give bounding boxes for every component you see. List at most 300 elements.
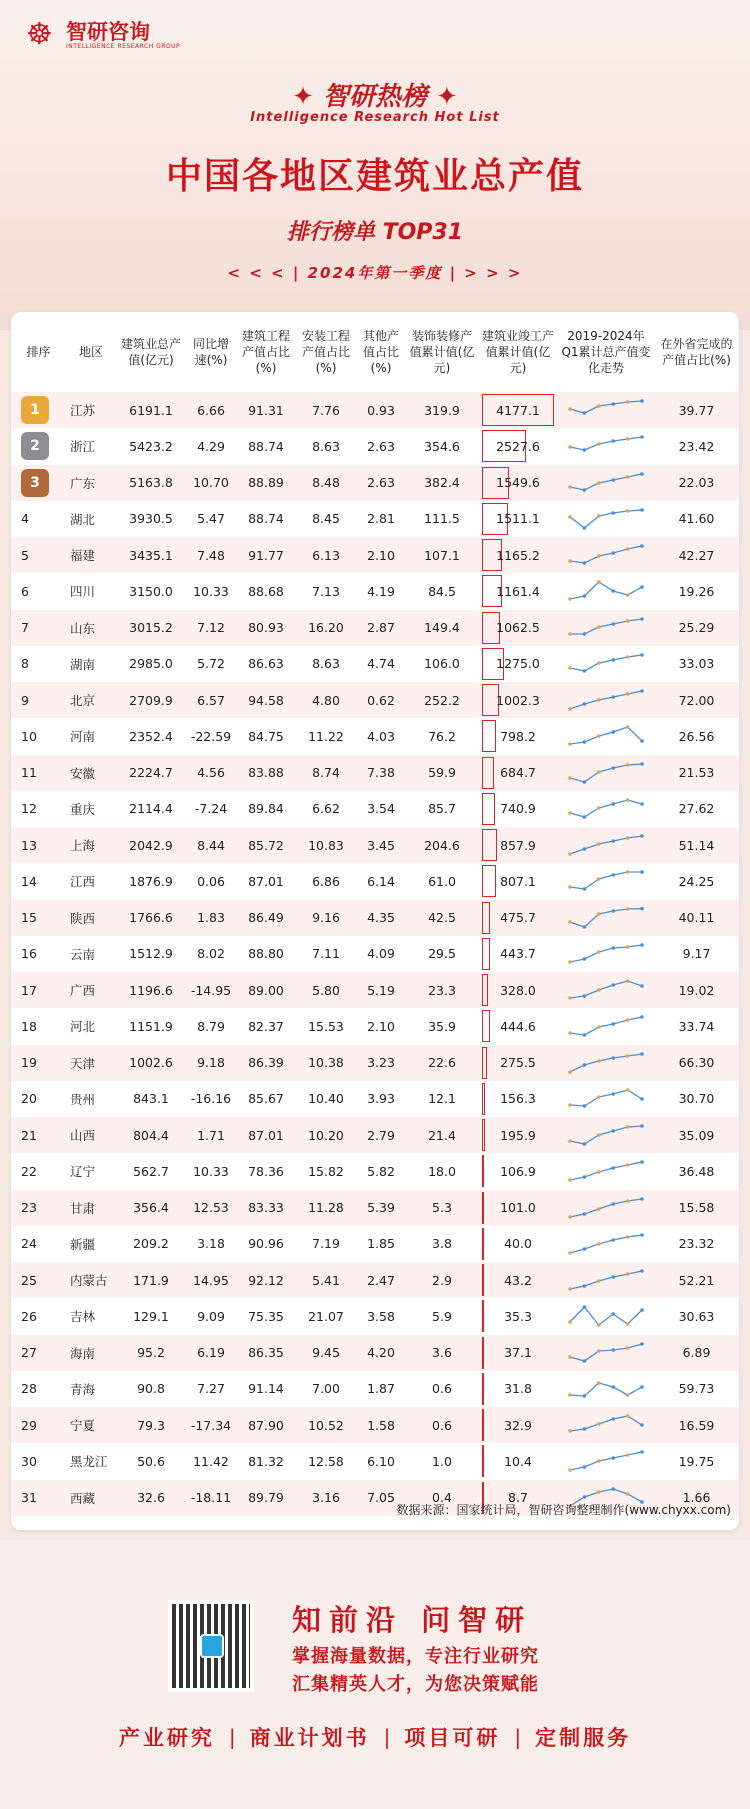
rank-cell: 11 [21,765,37,781]
trend-point [626,1346,630,1350]
trend-sparkline [566,1339,646,1367]
rank-cell: 25 [21,1272,37,1288]
trend-point [568,811,572,815]
completed-bar [482,757,494,789]
trend-point [597,1279,601,1283]
yoy-cell: 8.79 [197,1018,225,1034]
outside-cell: 21.53 [678,765,715,781]
trend-point [568,707,572,711]
region-cell: 内蒙古 [70,1273,108,1289]
trend-point [583,815,587,819]
trend-sparkline [566,541,646,569]
trend-point [583,1247,587,1251]
table-row [11,573,739,609]
outside-cell: 15.58 [678,1200,715,1216]
yoy-cell: 6.57 [197,692,225,708]
outside-cell: 30.63 [678,1308,715,1324]
table-row [11,863,739,899]
outside-cell: 19.26 [678,583,715,599]
decor-cell: 204.6 [424,837,460,853]
completed-cell [478,1226,558,1262]
completed-cell [478,1153,558,1189]
outside-cell: 35.09 [678,1127,715,1143]
building-cell: 87.01 [248,873,284,889]
region-cell: 湖南 [70,656,96,672]
completed-value: 1549.6 [496,475,540,491]
hot-list-label: ✦ 智研热榜 ✦ [292,82,458,112]
trend-point [583,1427,587,1431]
completed-value: 475.7 [500,910,536,926]
other-cell: 6.14 [367,873,395,889]
other-cell: 3.93 [367,1091,395,1107]
rank-cell: 20 [21,1091,37,1107]
data-source: 数据来源：国家统计局，智研咨询整理制作(www.chyxx.com) [396,1503,731,1517]
total-cell: 2985.0 [129,656,173,672]
building-cell: 86.49 [248,910,284,926]
region-cell: 宁夏 [70,1418,96,1434]
outside-cell: 26.56 [678,728,715,744]
trend-point [568,1355,572,1359]
completed-cell [478,1045,558,1081]
trend-point [640,1233,644,1237]
decor-cell: 23.3 [428,982,456,998]
trend-point [626,945,630,949]
trend-point [640,1451,644,1455]
trend-line [570,619,642,634]
table-row [11,1190,739,1226]
outside-cell: 1.66 [682,1490,711,1506]
region-cell: 四川 [70,584,96,600]
trend-point [597,912,601,916]
rank-cell: 27 [21,1345,37,1361]
trend-point [611,1275,615,1279]
yoy-cell: 11.42 [193,1453,229,1469]
table-row [11,537,739,573]
yoy-cell: 10.33 [193,1163,229,1179]
completed-cell [478,1262,558,1298]
trend-point [597,735,601,739]
trend-point [597,1381,601,1385]
outside-cell: 19.02 [678,982,715,998]
completed-bar [482,720,496,752]
completed-value: 1275.0 [496,656,540,672]
building-cell: 86.39 [248,1055,284,1071]
trend-sparkline [566,1447,646,1475]
completed-cell [478,936,558,972]
rank-cell: 24 [21,1236,37,1252]
building-cell: 84.75 [248,728,284,744]
period-label: < < < | 2024年第一季度 | > > > [227,264,523,282]
install-cell: 11.22 [308,728,344,744]
trend-point [583,1034,587,1038]
trend-point [611,1487,615,1491]
page-title: 中国各地区建筑业总产值 [165,156,584,197]
region-cell: 山东 [70,620,96,636]
trend-point [640,1197,644,1201]
brand-logo [26,18,180,52]
completed-cell [478,682,558,718]
install-cell: 7.76 [312,402,340,418]
trend-line [570,1235,642,1253]
trend-cell [558,1371,654,1407]
trend-cell [558,1045,654,1081]
trend-point [583,1063,587,1067]
other-cell: 2.10 [367,547,395,563]
other-cell: 3.45 [367,837,395,853]
decor-cell: 21.4 [428,1127,456,1143]
region-cell: 广西 [70,983,96,999]
trend-line [570,727,642,744]
yoy-cell: 0.06 [197,873,225,889]
service-item: 产业研究 [118,1726,215,1750]
trend-point [640,762,644,766]
trend-point [597,554,601,558]
outside-cell: 66.30 [678,1055,715,1071]
completed-value: 328.0 [500,982,536,998]
decor-cell: 59.9 [428,765,456,781]
install-cell: 8.63 [312,656,340,672]
trend-point [611,551,615,555]
completed-cell [478,1407,558,1443]
trend-line [570,945,642,962]
completed-cell [478,1117,558,1153]
total-cell: 1002.6 [129,1055,173,1071]
rank-cell [11,392,66,428]
yoy-cell: -18.11 [190,1490,232,1506]
decor-cell: 382.4 [424,475,460,491]
trend-line [570,981,642,998]
yoy-cell: -16.16 [190,1091,232,1107]
building-cell: 88.74 [248,438,284,454]
install-cell: 9.16 [312,910,340,926]
trend-point [626,619,630,623]
trend-point [568,1393,572,1397]
rank-title: 排行榜单 TOP31 [286,220,464,245]
building-cell: 91.14 [248,1381,284,1397]
trend-point [626,1492,630,1496]
trend-sparkline [566,1266,646,1294]
service-item: 定制服务 [535,1726,632,1750]
table-row [11,972,739,1008]
region-cell: 北京 [70,693,96,709]
trend-point [597,581,601,585]
rank-cell: 12 [21,801,37,817]
trend-line [570,836,642,854]
column-header: 其他产值占比(%) [362,329,399,375]
other-cell: 4.35 [367,910,395,926]
trend-point [597,770,601,774]
trend-point [568,996,572,1000]
completed-value: 37.1 [504,1345,532,1361]
trend-point [640,834,644,838]
completed-bar [482,1373,484,1405]
region-cell: 福建 [70,548,96,564]
trend-point [611,731,615,735]
trend-point [611,1457,615,1461]
install-cell: 4.80 [312,692,340,708]
yoy-cell: 6.66 [197,402,225,418]
yoy-cell: 10.33 [193,583,229,599]
install-cell: 10.52 [308,1417,344,1433]
completed-cell [478,791,558,827]
trend-line [570,691,642,709]
trend-point [611,1202,615,1206]
table-row [11,900,739,936]
trend-point [597,1349,601,1353]
total-cell: 2224.7 [129,765,173,781]
trend-sparkline [566,1012,646,1040]
trend-point [583,632,587,636]
trend-sparkline [566,1085,646,1113]
outside-cell: 36.48 [678,1163,715,1179]
total-cell: 562.7 [133,1163,169,1179]
region-cell: 陕西 [70,910,96,926]
outside-cell: 6.89 [682,1345,711,1361]
trend-sparkline [566,904,646,932]
trend-point [597,1171,601,1175]
region-cell: 江苏 [70,403,96,419]
table-row [11,1008,739,1044]
trend-point [583,1495,587,1499]
trend-point [611,874,615,878]
table-row [11,682,739,718]
trend-point [568,776,572,780]
building-cell: 81.32 [248,1453,284,1469]
completed-cell [478,428,558,464]
trend-sparkline [566,1121,646,1149]
other-cell: 3.58 [367,1308,395,1324]
region-cell: 江西 [70,874,96,890]
completed-value: 156.3 [500,1091,536,1107]
install-cell: 10.38 [308,1055,344,1071]
other-cell: 4.03 [367,728,395,744]
building-cell: 83.88 [248,765,284,781]
trend-point [597,950,601,954]
completed-bar [482,1119,485,1151]
total-cell: 3435.1 [129,547,173,563]
total-cell: 5163.8 [129,475,173,491]
install-cell: 16.20 [308,620,344,636]
trend-sparkline [566,976,646,1004]
region-cell: 安徽 [70,765,96,781]
brand-name-en: INTELLIGENCE RESEARCH GROUP [66,42,181,50]
trend-point [583,449,587,453]
other-cell: 7.05 [367,1490,395,1506]
trend-point [640,399,644,403]
trend-cell [558,863,654,899]
trend-cell [558,1298,654,1334]
trend-point [611,511,615,515]
total-cell: 171.9 [133,1272,169,1288]
table-row [11,428,739,464]
region-cell: 海南 [70,1345,96,1361]
trend-point [568,1251,572,1255]
trend-line [570,764,642,782]
trend-point [597,1460,601,1464]
decor-cell: 107.1 [424,547,460,563]
region-cell: 吉林 [70,1309,96,1325]
trend-cell [558,718,654,754]
trend-line [570,1307,642,1325]
trend-point [626,836,630,840]
trend-point [583,561,587,565]
completed-value: 807.1 [500,873,536,889]
trend-point [611,946,615,950]
trend-point [583,780,587,784]
decor-cell: 0.6 [432,1381,452,1397]
decor-cell: 42.5 [428,910,456,926]
completed-cell [478,1190,558,1226]
decor-cell: 0.4 [432,1490,452,1506]
yoy-cell: 5.72 [197,656,225,672]
trend-point [640,689,644,693]
completed-value: 684.7 [500,765,536,781]
total-cell: 5423.2 [129,438,173,454]
yoy-cell: 5.47 [197,511,225,527]
outside-cell: 25.29 [678,620,715,636]
trend-point [626,1454,630,1458]
completed-value: 1062.5 [496,620,540,636]
trend-point [583,1176,587,1180]
trend-point [626,1235,630,1239]
column-header: 建筑业竣工产值累计值(亿元) [481,329,554,375]
install-cell: 5.41 [312,1272,340,1288]
outside-cell: 40.11 [678,910,715,926]
yoy-cell: 8.44 [197,837,225,853]
rank-cell: 17 [21,982,37,998]
trend-point [583,994,587,998]
region-cell: 甘肃 [70,1200,96,1216]
outside-cell: 33.03 [678,656,715,672]
trend-point [568,1215,572,1219]
total-cell: 3150.0 [129,583,173,599]
rank-cell: 4 [21,511,29,527]
install-cell: 10.83 [308,837,344,853]
completed-bar [482,1047,487,1079]
decor-cell: 2.9 [432,1272,452,1288]
trend-point [640,984,644,988]
completed-bar [482,829,497,861]
trend-point [583,595,587,599]
other-cell: 4.09 [367,946,395,962]
total-cell: 843.1 [133,1091,169,1107]
install-cell: 7.00 [312,1381,340,1397]
decor-cell: 5.3 [432,1200,452,1216]
building-cell: 90.96 [248,1236,284,1252]
trend-point [597,1324,601,1328]
table-row [11,1262,739,1298]
trend-point [568,743,572,747]
trend-point [611,1385,615,1389]
trend-cell [558,573,654,609]
trend-point [611,1238,615,1242]
completed-bar [482,1083,485,1115]
region-cell: 辽宁 [70,1164,96,1180]
trend-sparkline [566,940,646,968]
decor-cell: 61.0 [428,873,456,889]
trend-sparkline [566,469,646,497]
trend-point [597,404,601,408]
other-cell: 7.38 [367,765,395,781]
trend-point [640,1423,644,1427]
trend-point [626,1164,630,1168]
trend-point [597,1059,601,1063]
trend-cell [558,1335,654,1371]
trend-point [583,847,587,851]
slogan-line-1: 掌握海量数据，专注行业研究 [292,1646,539,1667]
trend-point [640,1052,644,1056]
trend-line [570,510,642,528]
trend-point [626,907,630,911]
trend-cell [558,610,654,646]
decor-cell: 3.6 [432,1345,452,1361]
region-cell: 湖北 [70,511,96,527]
trend-line [570,872,642,889]
total-cell: 32.6 [137,1490,165,1506]
trend-point [611,1348,615,1352]
trend-point [611,1129,615,1133]
trend-point [583,925,587,929]
trend-point [640,802,644,806]
other-cell: 5.19 [367,982,395,998]
trend-point [640,472,644,476]
yoy-cell: 6.19 [197,1345,225,1361]
trend-line [570,1017,642,1035]
install-cell: 6.13 [312,547,340,563]
trend-point [568,632,572,636]
trend-line [570,1344,642,1361]
building-cell: 86.35 [248,1345,284,1361]
trend-point [611,478,615,482]
trend-point [583,1394,587,1398]
trend-cell [558,972,654,1008]
completed-bar [482,1445,484,1477]
trend-point [583,1466,587,1470]
table-row [11,791,739,827]
outside-cell: 59.73 [678,1381,715,1397]
decor-cell: 252.2 [424,692,460,708]
completed-bar [482,865,496,897]
trend-point [640,943,644,947]
trend-point [611,622,615,626]
service-item: 商业计划书 [249,1726,370,1750]
table-row [11,1335,739,1371]
trend-point [568,1103,572,1107]
outside-cell: 30.70 [678,1091,715,1107]
yoy-cell: 12.53 [193,1200,229,1216]
trend-point [597,625,601,629]
trend-cell [558,1262,654,1298]
trend-point [583,1359,587,1363]
completed-value: 798.2 [500,728,536,744]
trend-point [640,1269,644,1273]
completed-value: 2527.6 [496,438,540,454]
brand-name: 智研咨询 [66,19,150,44]
other-cell: 6.10 [367,1453,395,1469]
completed-bar [482,1264,484,1296]
trend-point [626,547,630,551]
trend-point [568,407,572,411]
trend-point [568,1287,572,1291]
trend-point [640,586,644,590]
install-cell: 15.82 [308,1163,344,1179]
decor-cell: 319.9 [424,402,460,418]
trend-sparkline [566,686,646,714]
trend-cell [558,1226,654,1262]
trend-line [570,800,642,817]
trend-cell [558,900,654,936]
column-header: 2019-2024年Q1累计总产值变化走势 [561,329,651,375]
